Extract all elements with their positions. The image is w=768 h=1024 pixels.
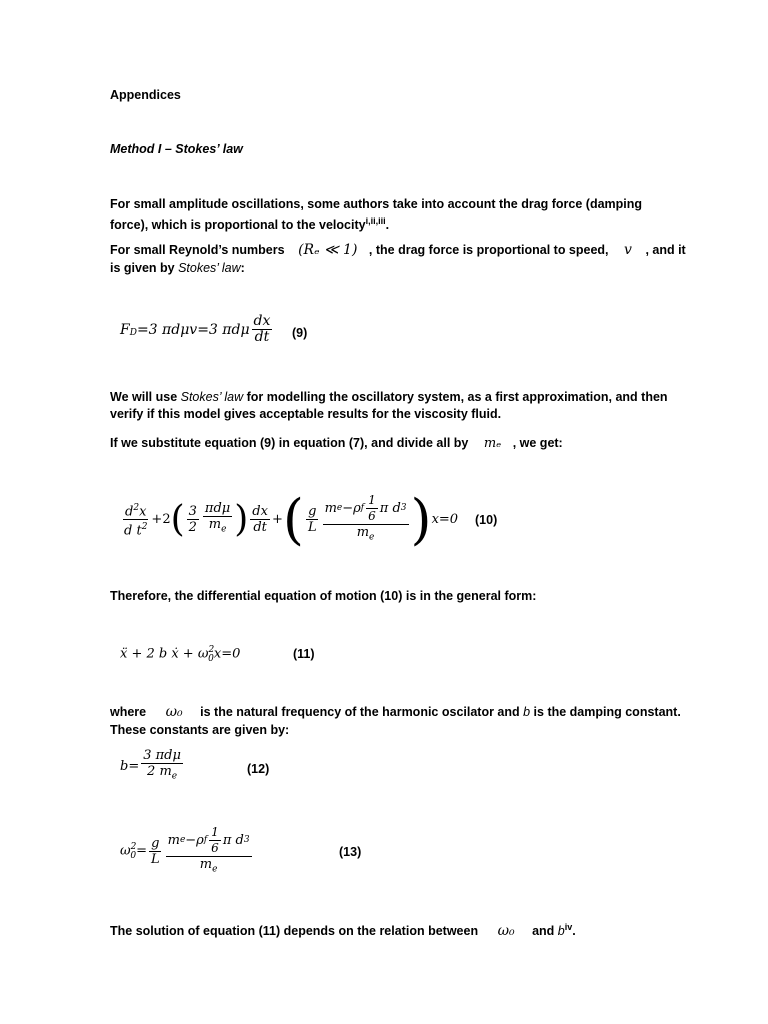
paragraph-4 — [110, 434, 563, 453]
p1-text: force), which is proportional to the velocity — [110, 218, 366, 233]
eq9-mid: =3 πdμv=3 πdμ — [136, 321, 250, 338]
equation-11: ẍ + 2 b ẋ + $\omega^2_0x=0$ — [120, 645, 241, 664]
equation-10: $\frac{d^2x}{d t^2}$ +2 ( $\frac{3}{2}$ $\frac{\text{πdμ}}{m_e}$ ) $\frac{dx}{dt}$ + ( $\frac{g}{L}$ m e −ρ f $\frac{1}{6}$ π d 3 $m_e$ ) x=0 — [124, 488, 459, 551]
p4-text-b: , we get: — [512, 436, 563, 450]
paragraph-5: Therefore, the differential equation of motion (10) is in the general form: — [110, 589, 537, 603]
eq9-lhs: F — [120, 321, 130, 338]
mass-symbol: mₑ — [483, 436, 502, 451]
equation-10-number: (10) — [475, 513, 498, 527]
eq9-denominator: dt — [254, 329, 270, 345]
paragraph-1-line-2: force), which is proportional to the velocity$^{i,ii,iii}$. — [110, 216, 390, 233]
reference-marks[interactable]: i,ii,iii — [365, 216, 386, 226]
p2-text-a: For small Reynold’s numbers — [110, 243, 285, 257]
p2-text-b: , the drag force is proportional to speed, — [368, 243, 609, 257]
equation-13-number: (13) — [339, 845, 362, 859]
speed-symbol: v — [624, 242, 632, 258]
equation-11-number: (11) — [293, 647, 315, 661]
p6-b-emphasis: b — [523, 705, 531, 719]
reference-mark-iv[interactable]: iv — [564, 922, 573, 932]
p7-text-b: and — [532, 924, 558, 939]
section-title: Method I – Stokes’ law — [110, 142, 243, 156]
paragraph-3-line-2: verify if this model gives acceptable results for the viscosity fluid. — [110, 407, 502, 421]
equation-12-number: (12) — [247, 762, 270, 776]
equation-9-number: (9) — [292, 326, 308, 340]
p4-text-a: If we substitute equation (9) in equation (7), and divide all by — [110, 436, 469, 450]
eq9-numerator: dx — [253, 313, 271, 329]
paragraph-6-line-1 — [110, 703, 681, 721]
eq9-lhs-sub: D — [129, 327, 137, 338]
p3-text-a: We will use — [110, 390, 181, 404]
p3-stokes-emphasis: Stokes’ law — [180, 390, 244, 404]
p2-text-c: , and it — [645, 243, 686, 257]
p7-text-a: The solution of equation (11) depends on the relation between — [110, 924, 479, 939]
equation-13: $\omega^2_0=$ $\frac{g}{L}$ m e −ρ f $\frac{1}{6}$ π d 3 $m_e$ — [120, 825, 250, 875]
paragraph-3-line-1 — [110, 388, 668, 406]
paragraph-7 — [110, 918, 576, 940]
paragraph-2-line-2 — [110, 259, 245, 277]
p6-text-a: where — [110, 705, 147, 719]
p6-text-c: is the damping constant. — [530, 705, 681, 719]
appendices-heading: Appendices — [110, 88, 181, 102]
p7-text-c: . — [572, 924, 576, 939]
p2-text-e: : — [240, 261, 245, 275]
omega-symbol: ω₀ — [165, 704, 183, 720]
p2-text-d: is given by — [110, 261, 179, 275]
paragraph-1-line-1: For small amplitude oscillations, some authors take into account the drag force (damping — [110, 197, 643, 211]
p7-b-emphasis: b — [557, 924, 565, 939]
stokes-law-emphasis: Stokes’ law — [178, 261, 241, 275]
omega-symbol-2: ω₀ — [497, 923, 515, 940]
equation-9 — [120, 314, 274, 345]
p3-text-b: for modelling the oscillatory system, as a first approximation, and then — [243, 390, 668, 404]
reynolds-condition: (Rₑ ≪ 1) — [298, 242, 358, 258]
paragraph-6-line-2: These constants are given by: — [110, 723, 290, 737]
paragraph-2-line-1 — [110, 241, 686, 259]
p6-text-b: is the natural frequency of the harmonic oscilator and — [200, 705, 524, 719]
equation-12: b= $\frac{\text{3 πdμ}}{2 m_e}$ — [120, 748, 181, 782]
